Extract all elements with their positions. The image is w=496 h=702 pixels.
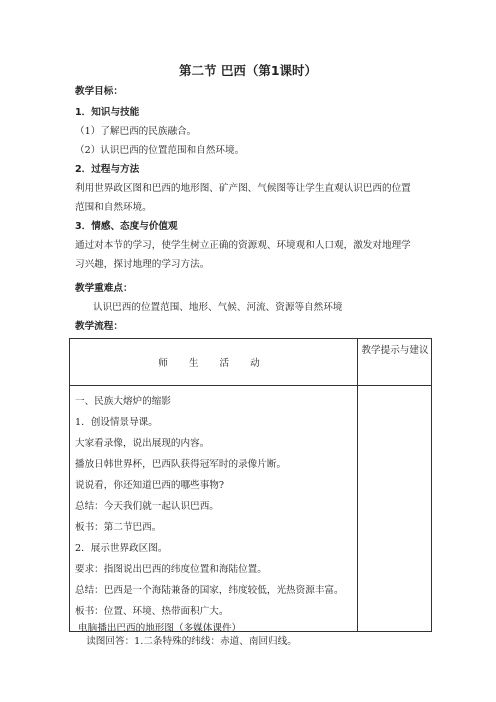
section1-heading: 1．知识与技能 <box>75 107 140 118</box>
page-title: 第二节 巴西（第1课时） <box>178 63 318 78</box>
table-row: 大家看录像，说出展现的内容。 <box>75 438 210 449</box>
objectives-heading: 教学目标： <box>75 86 123 97</box>
table-row: 总结：今天我们就一起认识巴西。 <box>75 501 219 512</box>
table-row: 说说看，你还知道巴西的哪些事物? <box>75 480 225 491</box>
section3-heading: 3．情感、态度与价值观 <box>75 221 178 232</box>
teaching-process-table <box>69 338 432 632</box>
table-row: 1．创设情景导课。 <box>75 417 158 428</box>
section2-heading: 2．过程与方法 <box>75 164 140 175</box>
table-row: 板书：位置、环境、热带面积广大。 <box>75 606 229 617</box>
header-divider <box>70 385 431 386</box>
section2-text: 利用世界政区图和巴西的地形图、矿产图、气候图等让学生直观认识巴西的位置范围和自然环境。 <box>75 183 411 213</box>
key-points-text: 认识巴西的位置范围、地形、气候、河流、资源等自然环境 <box>93 302 343 313</box>
section1-item: （1）了解巴西的民族融合。 <box>75 126 197 137</box>
table-row: 总结：巴西是一个海陆兼备的国家，纬度较低，光热资源丰富。 <box>75 585 344 596</box>
table-row: 要求：指图说出巴西的纬度位置和海陆位置。 <box>75 564 267 575</box>
key-points-heading: 教学重难点： <box>75 283 133 294</box>
column-divider <box>357 339 358 631</box>
table-row: 电脑播出巴西的地形图（多媒体课件） <box>75 623 242 634</box>
table-row: 板书：第二节巴西。 <box>75 522 162 533</box>
table-row: 2．展示世界政区图。 <box>75 543 168 554</box>
header-activities: 师 生 活 动 <box>158 358 269 369</box>
table-row: 播放日韩世界杯，巴西队获得冠军时的录像片断。 <box>75 459 287 470</box>
header-suggestions: 教学提示与建议 <box>361 345 429 356</box>
section1-item: （2）认识巴西的位置范围和自然环境。 <box>75 145 245 156</box>
table-row-continued: 读图回答：1.二条特殊的纬线：赤道、南回归线。 <box>74 636 297 647</box>
section3-text: 通过对本节的学习，使学生树立正确的资源观、环境观和人口观，激发对地理学习兴趣，探讨地理的学习方法。 <box>75 240 411 270</box>
table-row: 一、民族大熔炉的缩影 <box>75 396 171 407</box>
process-heading: 教学流程： <box>75 321 123 332</box>
